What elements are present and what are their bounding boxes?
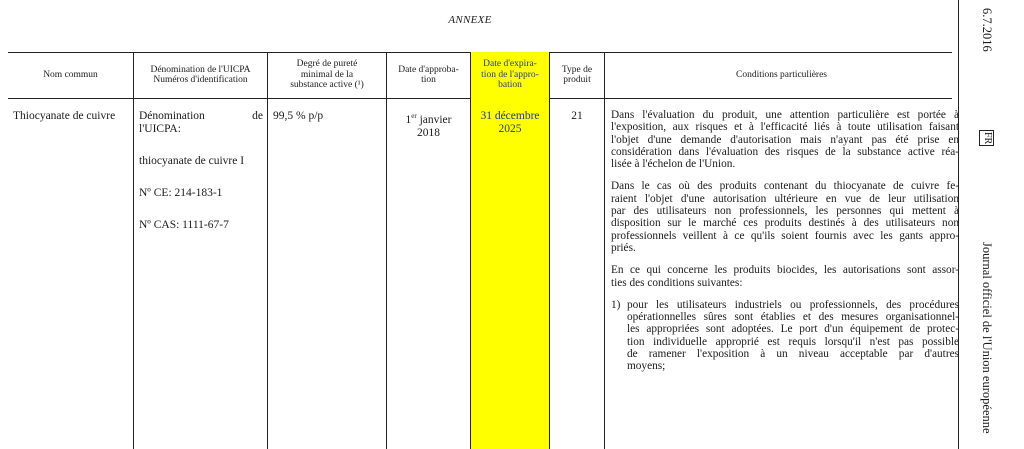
cell-conditions	[611, 109, 959, 383]
header-product-type: Type de produit	[561, 64, 593, 85]
journal-sidebar	[958, 0, 1024, 449]
header-purity: Degré de pureté minimal de la substance active (¹)	[290, 59, 364, 91]
column-divider	[267, 52, 268, 449]
header-expiry-date: Date d'expira- tion de l'appro- bation	[481, 59, 539, 91]
cell-expiry-date: 31 décembre 2025	[480, 110, 540, 135]
header-approval-date: Date d'approba- tion	[398, 64, 459, 85]
iupac-label-2: l'UICPA:	[139, 123, 181, 135]
cell-product-type: 21	[571, 110, 583, 122]
iupac-label-de: de	[252, 110, 263, 122]
cell-iupac	[139, 110, 263, 232]
column-divider	[604, 52, 605, 449]
condition-paragraph-3: En ce qui concerne les produits biocides, les autorisations sont assor- ties des conditions suivantes:	[611, 264, 959, 289]
condition-paragraph-1: Dans l'évaluation du produit, une attention particulière est portée à l'exposition, aux risques et à l'efficacité liés à toute utilisation faisant l'objet d'une demande d'autorisation mais n'ayant pas été prise en considération dans l'évaluation des risques de la substance active réa- lisée à l'échelon de l'Union.	[611, 109, 959, 171]
header-common-name: Nom commun	[43, 69, 98, 80]
column-divider	[133, 52, 134, 449]
ec-number: Nº CE: 214-183-1	[139, 187, 223, 199]
header-conditions: Conditions particulières	[735, 69, 828, 80]
annex-title: ANNEXE	[448, 14, 492, 26]
sidebar-date: 6.7.2016	[980, 8, 994, 52]
iupac-name: thiocyanate de cuivre I	[139, 155, 245, 167]
cell-purity: 99,5 % p/p	[273, 110, 324, 122]
cell-approval-date: 1er janvier 2018	[405, 112, 452, 139]
cell-common-name: Thiocyanate de cuivre	[13, 110, 116, 122]
list-item-number: 1)	[611, 298, 621, 311]
condition-list-item-1: 1) pour les utilisateurs industriels ou professionnels, des procédures opérationnelles sûres sont établies et des mesures organisationnel- les appropriées sont adoptées. Le port d'un équipement de protec- tion individuelle approprié est requis lorsqu'il n'est pas possible de ramener l'exposition à un niveau acceptable par d'autres moyens;	[611, 298, 959, 373]
cas-number: Nº CAS: 1111-67-7	[139, 219, 229, 231]
sidebar-language-badge: FR	[979, 130, 994, 146]
header-iupac: Dénomination de l'UICPA Numéros d'identification	[150, 64, 251, 85]
sidebar-journal-title: Journal officiel de l'Union européenne	[980, 242, 994, 434]
condition-paragraph-2: Dans le cas où des produits contenant du thiocyanate de cuivre fe- raient l'objet d'une autorisation ultérieure en vue de leur utilisation par des utilisateurs non professionnels, les personnes qui mettent à disposition sur le marché ces produits destinés à des utilisateurs non professionnels veillent à ce qu'ils soient fournis avec les gants appro- priés.	[611, 180, 959, 254]
iupac-label: Dénomination	[139, 110, 205, 122]
